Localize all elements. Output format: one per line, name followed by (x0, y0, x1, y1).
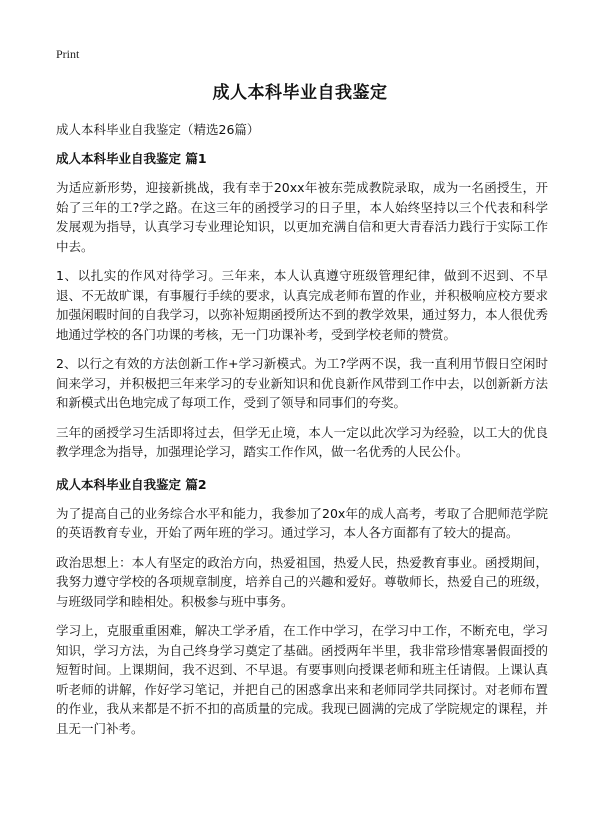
section-2 (56, 476, 548, 739)
section-heading: 成人本科毕业自我鉴定 篇2 (56, 476, 207, 492)
paragraph: 为了提高自己的业务综合水平和能力，我参加了20x年的成人高考，考取了合肥师范学院的英语教育专业，开始了两年班的学习。通过学习，本人各方面都有了较大的提高。 (56, 505, 548, 540)
print-link[interactable]: Print (56, 47, 80, 61)
paragraph: 2、以行之有效的方法创新工作+学习新模式。为工?学两不误，我一直利用节假日空闲时间来学习，并积极把三年来学习的专业新知识和优良新作风带到工作中去，以创新新方法和新模式出色地完成了每项工作，受到了领导和同事们的夸奖。 (56, 356, 548, 410)
section-1 (56, 150, 548, 462)
document-subtitle: 成人本科毕业自我鉴定（精选26篇） (56, 122, 260, 137)
paragraph: 三年的函授学习生活即将过去，但学无止境，本人一定以此次学习为经验，以工大的优良教学理念为指导，加强理论学习，踏实工作作风，做一名优秀的人民公仆。 (56, 424, 548, 459)
paragraph: 为适应新形势，迎接新挑战，我有幸于20xx年被东莞成教院录取，成为一名函授生，开始了三年的工?学之路。在这三年的函授学习的日子里，本人始终坚持以三个代表和科学发展观为指导，认真学习专业理论知识，以更加充满自信和更大青春活力践行于实际工作中去。 (56, 180, 548, 254)
paragraph: 1、以扎实的作风对待学习。三年来，本人认真遵守班级管理纪律，做到不迟到、不早退、不无故旷课，有事履行手续的要求，认真完成老师布置的作业，并积极响应校方要求加强闲暇时间的自我学习，以弥补短期函授所达不到的教学效果，通过努力，本人很优秀地通过学校的各门功课的考核，无一门功课补考，受到学校老师的赞赏。 (56, 268, 548, 342)
paragraph: 学习上，克服重重困难，解决工学矛盾，在工作中学习，在学习中工作，不断充电，学习知识，学习方法，为自己终身学习奠定了基础。函授两年半里，我非常珍惜寒暑假面授的短暂时间。上课期间，我不迟到、不早退。有要事则向授课老师和班主任请假。上课认真听老师的讲解，作好学习笔记，并把自己的困惑拿出来和老师同学共同探讨。对老师布置的作业，我从来都是不折不扣的高质量的完成。我现已圆满的完成了学院规定的课程，并且无一门补考。 (56, 623, 548, 736)
section-heading: 成人本科毕业自我鉴定 篇1 (56, 151, 207, 166)
paragraph: 政治思想上：本人有坚定的政治方向，热爱祖国，热爱人民，热爱教育事业。函授期间，我努力遵守学校的各项规章制度，培养自己的兴趣和爱好。尊敬师长，热爱自己的班级，与班级同学和睦相处。积极参与班中事务。 (56, 554, 548, 609)
document-body (56, 150, 548, 748)
page-title: 成人本科毕业自我鉴定 (212, 83, 388, 103)
